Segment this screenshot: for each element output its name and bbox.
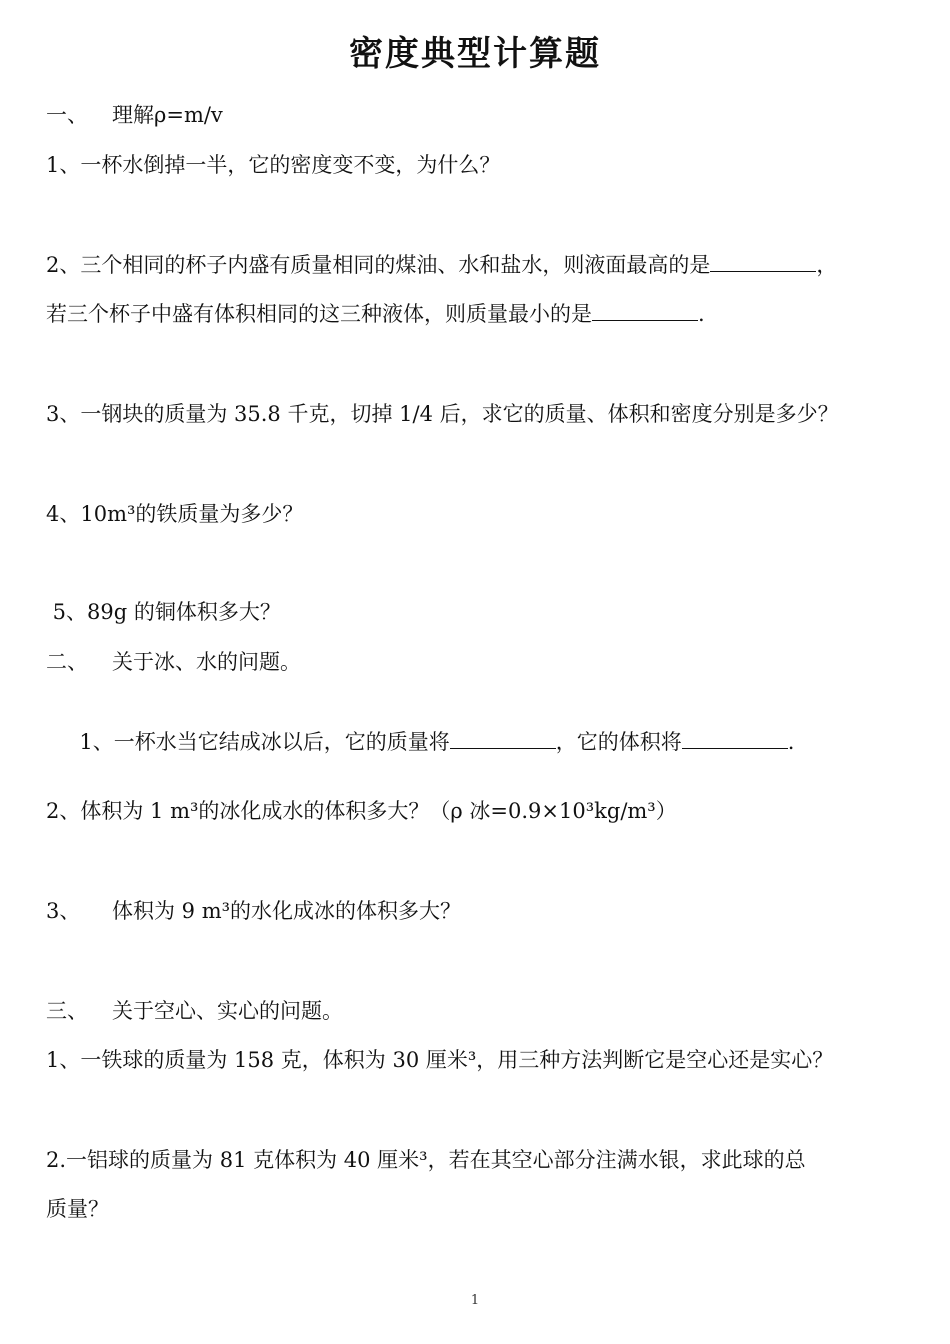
question-1-2-text: 2、三个相同的杯子内盛有质量相同的煤油、水和盐水，则液面最高的是 <box>46 253 711 277</box>
section-2-heading <box>46 647 916 677</box>
answer-blank <box>592 300 698 321</box>
question-1-3: 3、一钢块的质量为 35.8 千克，切掉 1/4 后，求它的质量、体积和密度分别是多少？ <box>46 402 839 426</box>
question-2-1-punct: . <box>787 730 795 754</box>
question-2-3 <box>46 896 916 926</box>
page-title: 密度典型计算题 <box>349 34 601 74</box>
question-1-2-text-2: 若三个杯子中盛有体积相同的这三种液体，则质量最小的是 <box>46 302 592 326</box>
page-number: 1 <box>470 1293 480 1308</box>
section-3-number: 三、 <box>46 999 88 1023</box>
question-2-3-text: 体积为 9 m³的水化成冰的体积多大？ <box>112 899 462 923</box>
question-1-1: 1、一杯水倒掉一半，它的密度变不变，为什么？ <box>46 153 501 177</box>
question-2-1 <box>46 697 916 787</box>
question-2-1-text-2: ，它的体积将 <box>555 730 682 754</box>
section-2-number: 二、 <box>46 650 88 674</box>
answer-blank <box>682 728 788 749</box>
section-1-number: 一、 <box>46 103 88 127</box>
question-1-2-punct-2: . <box>698 302 705 326</box>
question-2-2: 2、体积为 1 m³的冰化成水的体积多大？（ρ 冰=0.9×10³kg/m³） <box>46 799 677 823</box>
question-3-2-line-1: 2.一铝球的质量为 81 克体积为 40 厘米³，若在其空心部分注满水银，求此球的总 <box>46 1148 806 1172</box>
section-3-heading <box>46 996 916 1026</box>
section-2-title: 关于冰、水的问题。 <box>112 650 301 674</box>
answer-blank <box>450 728 556 749</box>
section-1-heading <box>46 100 916 130</box>
question-3-2-line-2: 质量？ <box>46 1197 109 1221</box>
answer-blank <box>710 251 816 272</box>
question-1-2-line-2 <box>46 299 916 329</box>
question-2-1-text: 1、一杯水当它结成冰以后，它的质量将 <box>72 730 450 754</box>
question-1-2-punct: ， <box>816 253 838 277</box>
question-1-2-line-1 <box>46 250 916 280</box>
question-1-4: 4、10m³的铁质量为多少？ <box>46 502 304 526</box>
question-2-3-number: 3、 <box>46 899 81 923</box>
question-1-5: 5、89g 的铜体积多大？ <box>46 600 281 624</box>
question-3-1: 1、一铁球的质量为 158 克，体积为 30 厘米³，用三种方法判断它是空心还是实心？ <box>46 1048 834 1072</box>
section-1-title: 理解ρ=m/v <box>112 103 223 127</box>
section-3-title: 关于空心、实心的问题。 <box>112 999 343 1023</box>
